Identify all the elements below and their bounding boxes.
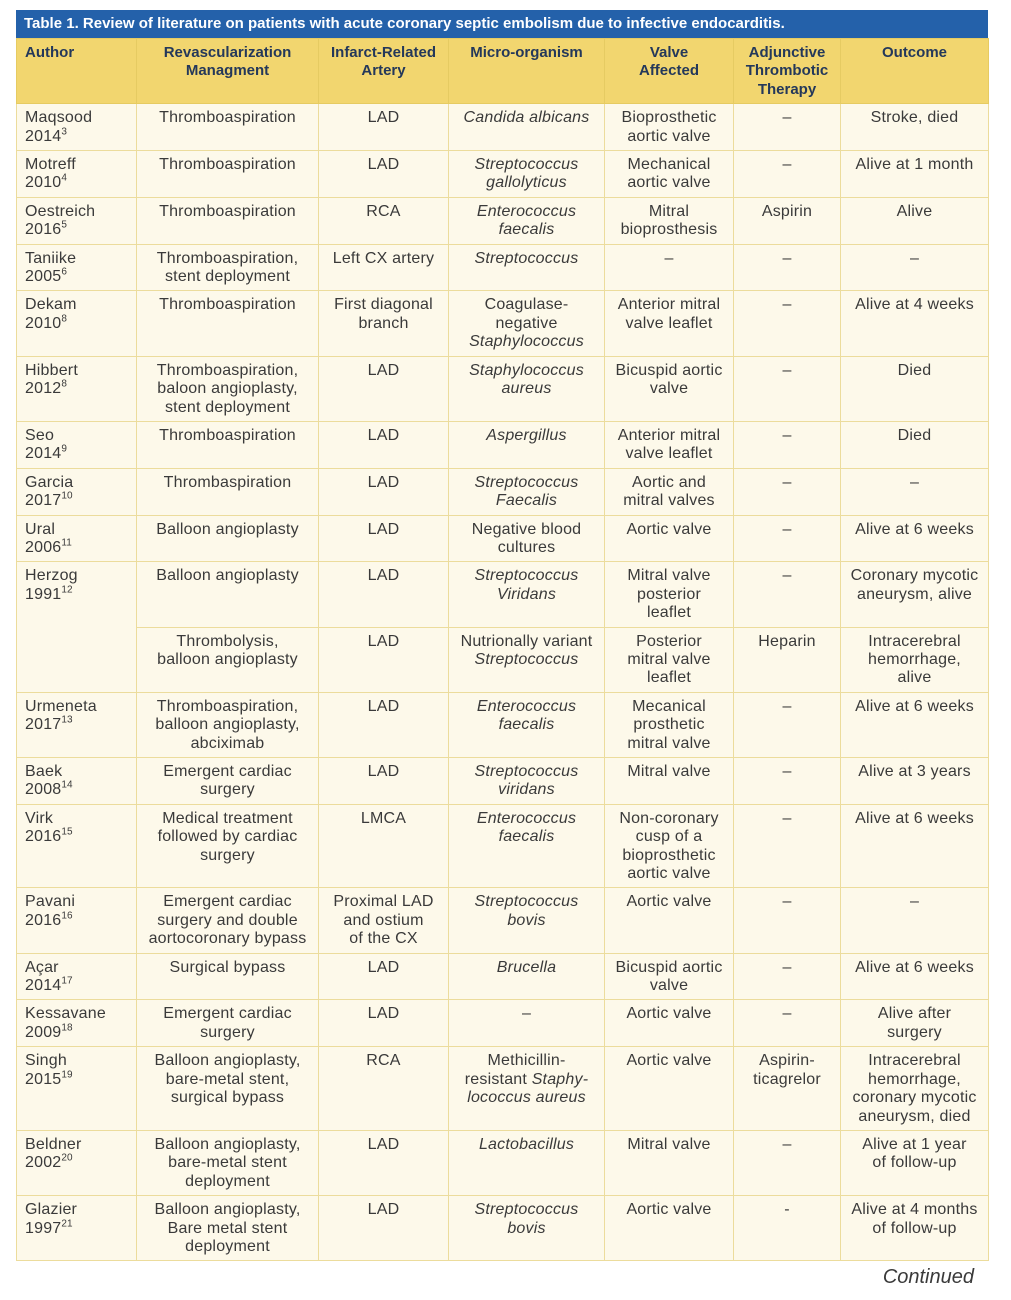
literature-table (16, 38, 989, 1261)
organism-name: Staphy- lococcus aureus (467, 1070, 589, 1107)
reference-number: 20 (61, 1152, 73, 1164)
author-cell (17, 692, 137, 757)
author-name: Glazier (25, 1201, 78, 1219)
therapy-cell: – (734, 692, 841, 757)
organism-note: Methicillin- resistant (464, 1052, 566, 1088)
table-row (17, 758, 989, 805)
author-name: Kessavane (25, 1005, 106, 1023)
organism-note: Negative blood cultures (471, 520, 582, 556)
organism-cell (449, 953, 605, 1000)
valve-cell: Mitral valve (605, 758, 734, 805)
table-row (17, 692, 989, 757)
reference-number: 8 (61, 378, 67, 390)
outcome-cell: Alive at 6 weeks (841, 804, 989, 888)
table-row (17, 562, 989, 627)
table-row (17, 291, 989, 356)
therapy-cell: – (734, 356, 841, 421)
column-header-micro-organism: Micro-organism (449, 39, 605, 104)
artery-cell: LAD (319, 151, 449, 198)
therapy-cell: Aspirin- ticagrelor (734, 1047, 841, 1131)
valve-cell: Bioprosthetic aortic valve (605, 104, 734, 151)
reference-number: 9 (61, 443, 67, 455)
organism-cell (449, 468, 605, 515)
therapy-cell: – (734, 562, 841, 627)
author-cell (17, 151, 137, 198)
artery-cell: LAD (319, 515, 449, 562)
reference-number: 5 (61, 219, 67, 231)
artery-cell: LAD (319, 953, 449, 1000)
column-header-valve: Valve Affected (605, 39, 734, 104)
valve-cell: Aortic valve (605, 1000, 734, 1047)
column-header-outcome: Outcome (841, 39, 989, 104)
table-row (17, 356, 989, 421)
organism-cell (449, 692, 605, 757)
valve-cell: Bicuspid aortic valve (605, 356, 734, 421)
organism-cell (449, 197, 605, 244)
publication-year: 2014 (25, 977, 62, 995)
revascularization-cell: Surgical bypass (137, 953, 319, 1000)
revascularization-cell: Thromboaspiration (137, 151, 319, 198)
reference-number: 8 (61, 313, 67, 325)
author-name: Garcia (25, 473, 74, 491)
reference-number: 11 (61, 537, 72, 549)
artery-cell: LAD (319, 1196, 449, 1261)
organism-cell (449, 562, 605, 627)
outcome-cell: – (841, 468, 989, 515)
valve-cell: Mitral bioprosthesis (605, 197, 734, 244)
organism-name: Lactobacillus (478, 1135, 575, 1153)
outcome-cell: – (841, 244, 989, 291)
publication-year: 2016 (25, 221, 62, 239)
continued-note: Continued (882, 1266, 974, 1289)
organism-cell (449, 1000, 605, 1047)
outcome-cell: Alive at 6 weeks (841, 692, 989, 757)
artery-cell: LMCA (319, 804, 449, 888)
author-name: Baek (25, 763, 63, 780)
table-row (17, 1047, 989, 1131)
author-cell (17, 804, 137, 888)
publication-year: 2017 (25, 492, 62, 510)
publication-year: 2010 (25, 314, 62, 332)
therapy-cell: – (734, 244, 841, 291)
author-cell (17, 562, 137, 692)
revascularization-cell: Balloon angioplasty (137, 562, 319, 627)
organism-name: Candida albicans (463, 109, 590, 127)
table-row (17, 1000, 989, 1047)
valve-cell: Anterior mitral valve leaflet (605, 421, 734, 468)
valve-cell: Aortic valve (605, 1196, 734, 1261)
reference-number: 19 (61, 1069, 73, 1081)
reference-number: 15 (61, 826, 73, 838)
organism-note: Coagulase- negative (484, 296, 569, 332)
revascularization-cell: Thromboaspiration, baloon angioplasty, stent deployment (137, 356, 319, 421)
author-cell (17, 1196, 137, 1261)
publication-year: 2016 (25, 911, 62, 929)
therapy-cell: – (734, 291, 841, 356)
organism-name: Brucella (496, 958, 557, 976)
organism-cell (449, 888, 605, 953)
artery-cell: Proximal LAD and ostium of the CX (319, 888, 449, 953)
revascularization-cell: Thromboaspiration (137, 291, 319, 356)
publication-year: 2008 (25, 781, 62, 799)
outcome-cell: Alive after surgery (841, 1000, 989, 1047)
valve-cell: Posterior mitral valve leaflet (605, 627, 734, 692)
organism-name: Aspergillus (486, 426, 567, 444)
reference-number: 10 (61, 490, 73, 502)
author-cell (17, 244, 137, 291)
artery-cell: LAD (319, 1000, 449, 1047)
publication-year: 2010 (25, 174, 62, 192)
artery-cell: LAD (319, 468, 449, 515)
valve-cell: Aortic valve (605, 1047, 734, 1131)
outcome-cell: Stroke, died (841, 104, 989, 151)
author-cell (17, 421, 137, 468)
valve-cell: Mecanical prosthetic mitral valve (605, 692, 734, 757)
author-name: Oestreich (25, 202, 96, 220)
author-name: Virk (25, 809, 54, 827)
valve-cell: Aortic valve (605, 888, 734, 953)
revascularization-cell: Thrombolysis, balloon angioplasty (137, 627, 319, 692)
publication-year: 2009 (25, 1023, 62, 1041)
revascularization-cell: Thromboaspiration (137, 421, 319, 468)
revascularization-cell: Balloon angioplasty, bare-metal stent deployment (137, 1130, 319, 1195)
valve-cell: Aortic and mitral valves (605, 468, 734, 515)
organism-cell (449, 1130, 605, 1195)
table-row (17, 888, 989, 953)
publication-year: 2005 (25, 268, 62, 286)
author-name: Ural (25, 520, 56, 538)
organism-cell (449, 356, 605, 421)
organism-name: Streptococcus gallolyticus (474, 156, 579, 192)
revascularization-cell: Thromboaspiration, balloon angioplasty, abciximab (137, 692, 319, 757)
organism-name: Enterococcus faecalis (476, 809, 577, 846)
author-cell (17, 291, 137, 356)
organism-name: Enterococcus faecalis (476, 697, 577, 734)
outcome-cell: Alive (841, 197, 989, 244)
table-row (17, 468, 989, 515)
column-header-adjunctive-therapy: Adjunctive Thrombotic Therapy (734, 39, 841, 104)
publication-year: 1997 (25, 1219, 62, 1237)
author-name: Singh (25, 1052, 67, 1070)
publication-year: 2017 (25, 716, 62, 734)
artery-cell: Left CX artery (319, 244, 449, 291)
table-body (17, 104, 989, 1261)
author-name: Hibbert (25, 361, 78, 379)
revascularization-cell: Medical treatment followed by cardiac surgery (137, 804, 319, 888)
organism-name: Streptococcus Faecalis (474, 473, 579, 510)
author-name: Seo (25, 426, 55, 444)
valve-cell: Mitral valve (605, 1130, 734, 1195)
reference-number: 3 (61, 126, 67, 138)
artery-cell: LAD (319, 758, 449, 805)
author-name: Açar (25, 958, 59, 976)
organism-cell (449, 244, 605, 291)
author-cell (17, 515, 137, 562)
therapy-cell: Aspirin (734, 197, 841, 244)
publication-year: 2015 (25, 1070, 62, 1088)
artery-cell: LAD (319, 1130, 449, 1195)
valve-cell: Mechanical aortic valve (605, 151, 734, 198)
outcome-cell: Alive at 3 years (841, 758, 989, 805)
artery-cell: LAD (319, 104, 449, 151)
reference-number: 4 (61, 173, 67, 185)
artery-cell: LAD (319, 421, 449, 468)
valve-cell: Mitral valve posterior leaflet (605, 562, 734, 627)
artery-cell: LAD (319, 562, 449, 627)
reference-number: 6 (61, 266, 67, 278)
author-name: Maqsood (25, 109, 93, 127)
reference-number: 12 (61, 584, 73, 596)
valve-cell: Aortic valve (605, 515, 734, 562)
organism-name: Streptococcus bovis (474, 893, 579, 929)
column-header-infarct-artery: Infarct-Related Artery (319, 39, 449, 104)
outcome-cell: Alive at 4 weeks (841, 291, 989, 356)
reference-number: 17 (61, 975, 73, 987)
organism-name: Enterococcus faecalis (476, 202, 577, 239)
therapy-cell: – (734, 421, 841, 468)
author-cell (17, 1047, 137, 1131)
artery-cell: LAD (319, 627, 449, 692)
author-name: Beldner (25, 1135, 82, 1153)
revascularization-cell: Emergent cardiac surgery and double aortocoronary bypass (137, 888, 319, 953)
organism-cell (449, 421, 605, 468)
author-name: Motreff (25, 156, 76, 174)
organism-name: Staphylococcus aureus (469, 361, 584, 398)
author-name: Taniike (25, 249, 77, 267)
therapy-cell: – (734, 468, 841, 515)
publication-year: 2006 (25, 538, 62, 556)
therapy-cell: - (734, 1196, 841, 1261)
organism-note: Nutrionally variant (460, 632, 593, 650)
table-row (17, 953, 989, 1000)
author-cell (17, 356, 137, 421)
outcome-cell: Coronary mycotic aneurysm, alive (841, 562, 989, 627)
therapy-cell: – (734, 1130, 841, 1195)
author-name: Urmeneta (25, 697, 97, 715)
revascularization-cell: Thromboaspiration (137, 104, 319, 151)
reference-number: 13 (61, 714, 73, 726)
therapy-cell: – (734, 953, 841, 1000)
table-row (17, 515, 989, 562)
publication-year: 2002 (25, 1154, 62, 1172)
organism-cell (449, 151, 605, 198)
therapy-cell: – (734, 888, 841, 953)
table-row (17, 804, 989, 888)
table-row (17, 151, 989, 198)
outcome-cell: Alive at 1 year of follow-up (841, 1130, 989, 1195)
outcome-cell: Alive at 1 month (841, 151, 989, 198)
publication-year: 2014 (25, 127, 62, 145)
author-name: Dekam (25, 296, 77, 314)
author-cell (17, 104, 137, 151)
outcome-cell: Died (841, 356, 989, 421)
outcome-cell: Alive at 6 weeks (841, 515, 989, 562)
column-header-author: Author (17, 39, 137, 104)
reference-number: 16 (61, 910, 73, 922)
table-row (17, 197, 989, 244)
therapy-cell: – (734, 151, 841, 198)
table-row (17, 627, 989, 692)
table-row (17, 1130, 989, 1195)
artery-cell: LAD (319, 692, 449, 757)
publication-year: 2014 (25, 445, 62, 463)
therapy-cell: – (734, 1000, 841, 1047)
therapy-cell: Heparin (734, 627, 841, 692)
revascularization-cell: Emergent cardiac surgery (137, 758, 319, 805)
organism-cell (449, 1047, 605, 1131)
artery-cell: First diagonal branch (319, 291, 449, 356)
publication-year: 2012 (25, 380, 62, 398)
therapy-cell: – (734, 104, 841, 151)
organism-name: Staphylococcus (469, 333, 584, 351)
organism-cell (449, 758, 605, 805)
revascularization-cell: Balloon angioplasty, Bare metal stent deployment (137, 1196, 319, 1261)
table-row (17, 104, 989, 151)
valve-cell: Anterior mitral valve leaflet (605, 291, 734, 356)
table-row (17, 421, 989, 468)
organism-cell (449, 1196, 605, 1261)
revascularization-cell: Thromboaspiration, stent deployment (137, 244, 319, 291)
author-cell (17, 758, 137, 805)
outcome-cell: – (841, 888, 989, 953)
artery-cell: RCA (319, 1047, 449, 1131)
organism-name: Streptococcus (474, 249, 579, 267)
outcome-cell: Alive at 6 weeks (841, 953, 989, 1000)
reference-number: 18 (61, 1022, 73, 1034)
reference-number: 14 (61, 780, 73, 792)
outcome-cell: Intracerebral hemorrhage, alive (841, 627, 989, 692)
table-row (17, 244, 989, 291)
revascularization-cell: Balloon angioplasty, bare-metal stent, surgical bypass (137, 1047, 319, 1131)
organism-name: Streptococcus bovis (474, 1201, 579, 1237)
table-caption: Table 1. Review of literature on patients with acute coronary septic embolism due to infective endocarditis. (16, 10, 988, 38)
author-cell (17, 1000, 137, 1047)
valve-cell: – (605, 244, 734, 291)
column-header-revascularization: Revascularization Managment (137, 39, 319, 104)
revascularization-cell: Thrombaspiration (137, 468, 319, 515)
valve-cell: Non-coronary cusp of a bioprosthetic aortic valve (605, 804, 734, 888)
artery-cell: RCA (319, 197, 449, 244)
outcome-cell: Died (841, 421, 989, 468)
artery-cell: LAD (319, 356, 449, 421)
organism-cell (449, 104, 605, 151)
author-cell (17, 1130, 137, 1195)
literature-review-table-figure (16, 10, 988, 1289)
author-cell (17, 197, 137, 244)
author-cell (17, 953, 137, 1000)
author-name: Pavani (25, 893, 76, 911)
organism-cell (449, 627, 605, 692)
organism-name: Streptococcus Viridans (474, 567, 579, 603)
organism-cell (449, 804, 605, 888)
therapy-cell: – (734, 515, 841, 562)
organism-name: Streptococcus (474, 650, 579, 668)
revascularization-cell: Thromboaspiration (137, 197, 319, 244)
revascularization-cell: Emergent cardiac surgery (137, 1000, 319, 1047)
outcome-cell: Intracerebral hemorrhage, coronary mycotic aneurysm, died (841, 1047, 989, 1131)
organism-note: – (521, 1005, 532, 1023)
organism-name: Streptococcus viridans (474, 763, 579, 799)
organism-cell (449, 515, 605, 562)
table-row (17, 1196, 989, 1261)
author-cell (17, 888, 137, 953)
author-cell (17, 468, 137, 515)
reference-number: 21 (61, 1218, 73, 1230)
publication-year: 2016 (25, 828, 62, 846)
table-header-row (17, 39, 989, 104)
therapy-cell: – (734, 758, 841, 805)
publication-year: 1991 (25, 585, 62, 603)
organism-cell (449, 291, 605, 356)
valve-cell: Bicuspid aortic valve (605, 953, 734, 1000)
revascularization-cell: Balloon angioplasty (137, 515, 319, 562)
therapy-cell: – (734, 804, 841, 888)
author-name: Herzog (25, 567, 78, 585)
outcome-cell: Alive at 4 months of follow-up (841, 1196, 989, 1261)
